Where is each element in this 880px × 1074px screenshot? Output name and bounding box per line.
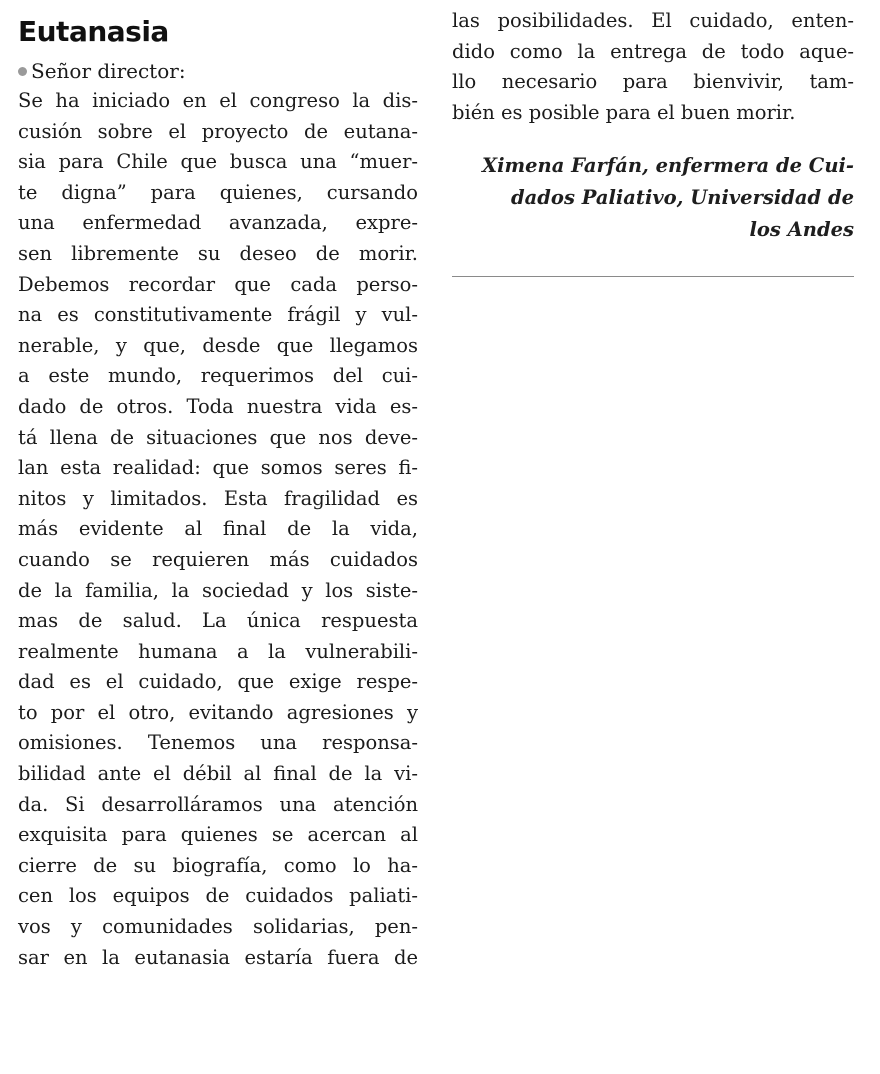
- signature-line: los Andes: [749, 218, 854, 241]
- body-line: bilidad ante el débil al final de la vi-: [18, 762, 418, 786]
- body-line: dad es el cuidado, que exige respe-: [18, 670, 418, 694]
- body-line: da. Si desarrolláramos una atención: [18, 792, 418, 816]
- body-line: exquisita para quienes se acercan al: [18, 823, 418, 847]
- body-line: Debemos recordar que cada perso-: [18, 272, 418, 296]
- body-line: las posibilidades. El cuidado, enten-: [452, 9, 854, 32]
- body-line: realmente humana a la vulnerabili-: [18, 639, 418, 663]
- body-line: de la familia, la sociedad y los siste-: [18, 578, 418, 602]
- body-line: llo necesario para bienvivir, tam-: [452, 70, 854, 94]
- body-line: a este mundo, requerimos del cui-: [18, 364, 418, 388]
- signature-line: Ximena Farfán, enfermera de Cui-: [481, 154, 854, 177]
- body-line: mas de salud. La única respuesta: [18, 609, 418, 633]
- body-line: vos y comunidades solidarias, pen-: [18, 915, 418, 939]
- signature-line: dados Paliativo, Universidad de: [511, 186, 854, 209]
- body-line: tá llena de situaciones que nos deve-: [18, 425, 418, 449]
- body-line: una enfermedad avanzada, expre-: [18, 211, 418, 235]
- body-line: bién es posible para el buen morir.: [452, 100, 796, 124]
- body-line: dado de otros. Toda nuestra vida es-: [18, 394, 418, 418]
- body-line: más evidente al final de la vida,: [18, 517, 418, 541]
- body-line: cen los equipos de cuidados paliati-: [18, 884, 418, 908]
- body-line: te digna” para quienes, cursando: [18, 180, 418, 204]
- body-line: to por el otro, evitando agresiones y: [18, 700, 418, 724]
- body-line: cierre de su biografía, como lo ha-: [18, 853, 418, 877]
- bullet-icon: [18, 67, 27, 76]
- body-line: nerable, y que, desde que llegamos: [18, 333, 418, 357]
- body-line: omisiones. Tenemos una responsa-: [18, 731, 418, 755]
- body-line: sen libremente su deseo de morir.: [18, 241, 418, 265]
- body-line: dido como la entrega de todo aque-: [452, 39, 854, 63]
- letter-title: Eutanasia: [18, 15, 169, 48]
- body-line: sia para Chile que busca una “muer-: [18, 150, 418, 174]
- letter-body-continuation: [452, 6, 854, 128]
- signature: [452, 150, 854, 246]
- salutation-text: Señor director:: [31, 59, 186, 83]
- salutation: [18, 56, 186, 86]
- body-line: Se ha iniciado en el congreso la dis-: [18, 89, 418, 112]
- divider: [452, 276, 854, 277]
- body-line: sar en la eutanasia estaría fuera de: [18, 945, 418, 969]
- body-line: cusión sobre el proyecto de eutana-: [18, 119, 418, 143]
- body-line: lan esta realidad: que somos seres fi-: [18, 456, 418, 480]
- body-line: na es constitutivamente frágil y vul-: [18, 303, 418, 327]
- body-line: cuando se requieren más cuidados: [18, 547, 418, 571]
- letter-body: [18, 86, 418, 973]
- body-line: nitos y limitados. Esta fragilidad es: [18, 486, 418, 510]
